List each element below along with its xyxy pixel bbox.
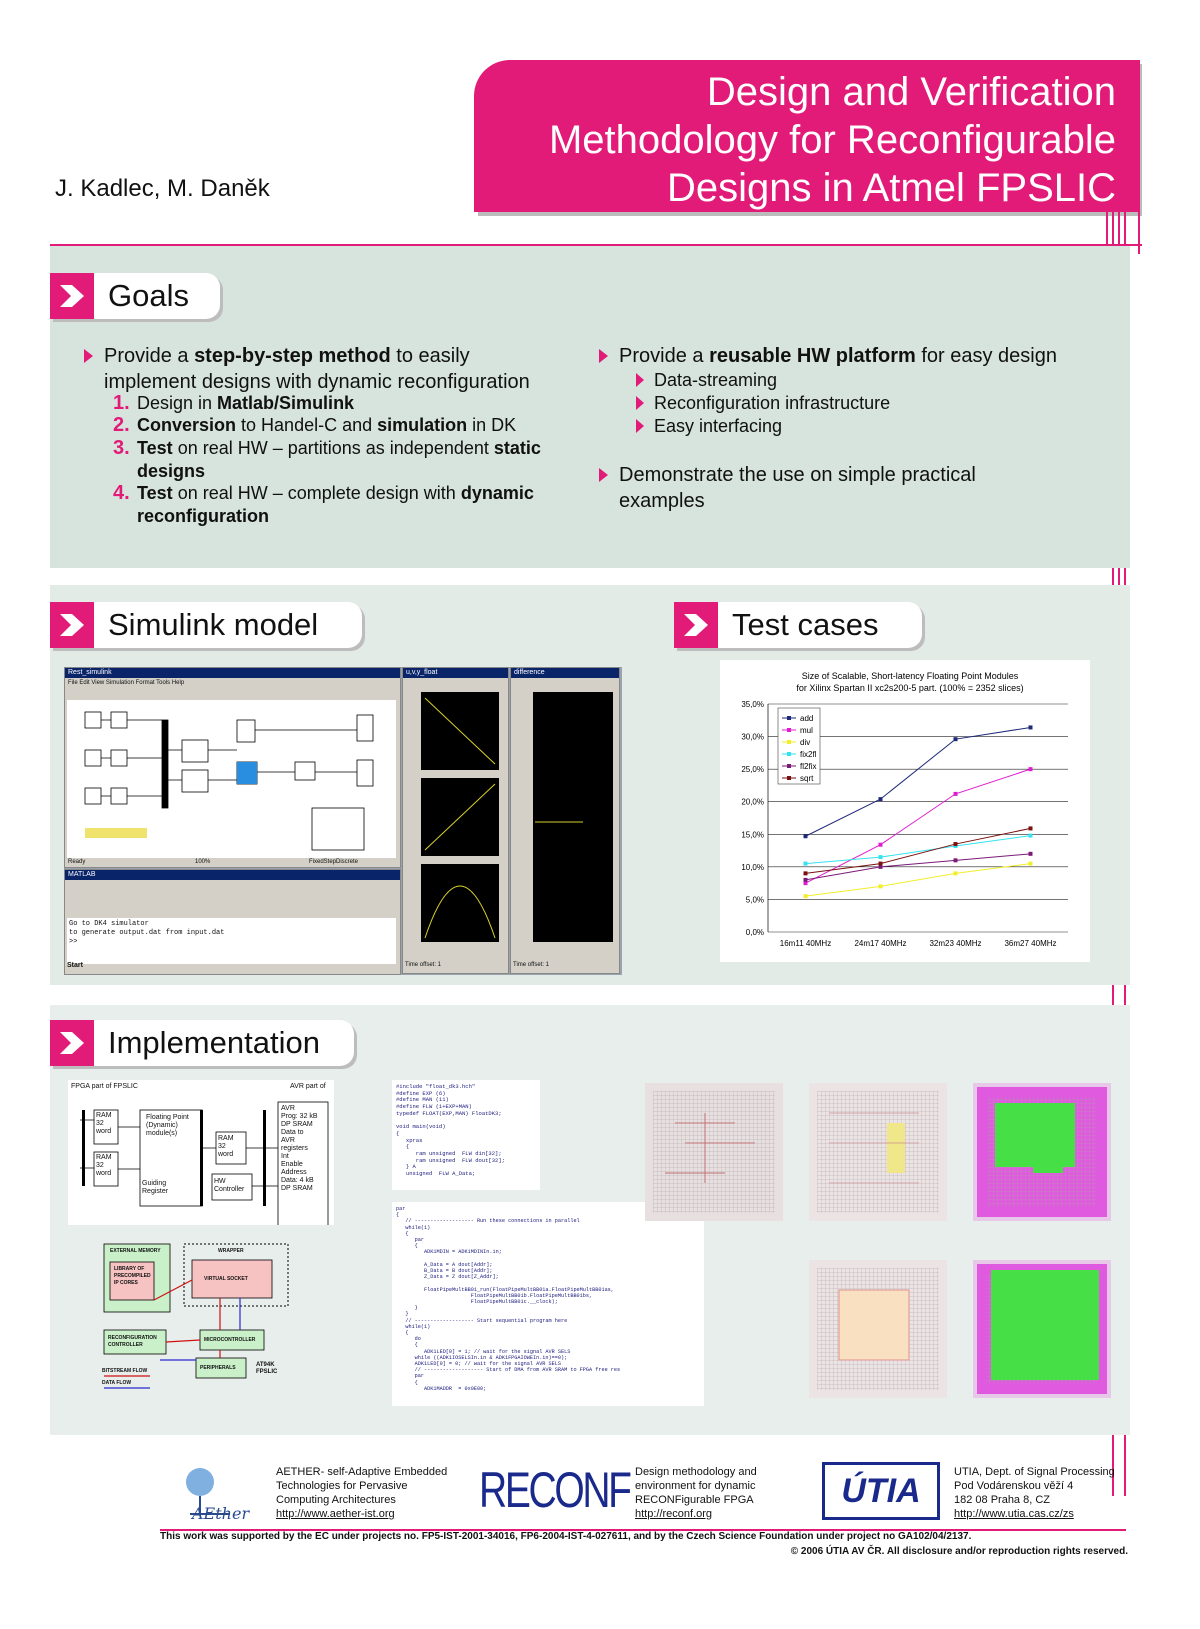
peripherals-label: PERIPHERALS <box>200 1365 236 1371</box>
avr-item: Enable <box>281 1161 303 1168</box>
chart-subtitle: for Xilinx Spartan II xc2s200-5 part. (100% = 2352 slices) <box>796 683 1024 693</box>
floorplan-3 <box>973 1083 1111 1221</box>
code-snippet-1: #include "float_dk3.hch" #define EXP (6) #define MAN (11) #define FLW (1+EXP+MAN) typedef FLOAT(EXP,MAN) FloatDK3; void main(void) { xpras { ram unsigned FLW din[32]; ram unsigned FLW dout[32]; } A unsigned FLW A_Data; <box>392 1080 540 1190</box>
goal-step: 2. Conversion to Handel-C and simulation in DK <box>113 414 517 436</box>
data-point-mul <box>879 843 883 847</box>
code-snippet-2: par { // ------------------- Run these connections in parallel while(1) { par { ADK1MDIN = ADK1MDINIn.in; A_Data = A dout[Addr]; B_Data = B dout[Addr]; Z_Data = Z dout[Z_Addr]; FloatPipeMultBB01_run(FloatPipeMultBB01a.FloatPipeMultBB01as, FloatPipeMultBB01b.FloatPipeMultBB01bs, FloatPipeMultBB01c.__clock); } } // ------------------- Start sequential program here while(1) { do { ADK1LED[0] = 1; // wait for the signal AVR SELS while ((ADK1IOSELSIn.in & ADK1FPGAIOWEIn.in)==0); ADK1LED[0] = 0; // wait for the signal AVR SELS // ------------------- Start of DMA from AVR SRAM to FPGA free res par { ADK1MADDR = 0x0E00; <box>392 1202 704 1406</box>
goals-title: Goals <box>108 278 189 313</box>
data-point-fl2fix <box>804 878 808 882</box>
goals-heading <box>50 273 220 319</box>
implementation-title: Implementation <box>108 1025 320 1060</box>
aether-logo <box>170 1462 262 1526</box>
title-line-2: Methodology for Reconfigurable <box>548 118 1116 162</box>
avr-item: AVR <box>281 1137 295 1144</box>
model-canvas <box>67 700 396 858</box>
legend-marker <box>787 716 791 720</box>
status-zoom: 100% <box>195 859 211 865</box>
time-offset-2: Time offset: 1 <box>513 962 550 968</box>
data-point-add <box>954 737 958 741</box>
avr-item: Data: 4 kB <box>281 1177 314 1184</box>
matlab-console: Go to DK4 simulator to generate output.dat from input.dat >> <box>67 918 396 964</box>
scope-plot-v <box>421 778 499 856</box>
utia-info: UTIA, Dept. of Signal Processing Pod Vodárenskou věží 4 182 08 Praha 8, CZ http://www.utia.cas.cz/zs <box>954 1466 1115 1520</box>
chevron-icon <box>50 1020 94 1066</box>
matlab-title: MATLAB <box>65 870 400 880</box>
hw-controller: HW Controller <box>214 1178 245 1193</box>
data-point-add <box>879 797 883 801</box>
y-tick-label: 0,0% <box>745 928 764 937</box>
avr-item: DP SRAM <box>281 1121 313 1128</box>
fpslic-diagram <box>68 1080 334 1225</box>
series-line-add <box>806 727 1031 836</box>
authors: J. Kadlec, M. Daněk <box>55 175 270 202</box>
reconf-info: Design methodology and environment for dynamic RECONFigurable FPGA http://reconf.org <box>635 1466 757 1520</box>
data-point-sqrt <box>954 842 958 846</box>
goal-step: 1. Design in Matlab/Simulink <box>113 392 355 414</box>
data-point-fl2fix <box>1029 852 1033 856</box>
ram-1: RAM 32 word <box>96 1112 112 1135</box>
scope2-title: difference <box>511 668 619 678</box>
goal-step: 4. Test on real HW – complete design with dynamic reconfiguration <box>113 482 534 526</box>
floorplan-4 <box>809 1260 947 1398</box>
data-point-fix2fl <box>1029 834 1033 838</box>
scope-window-1 <box>402 667 509 974</box>
avr-item: Int <box>281 1153 289 1160</box>
step-number: 2. <box>113 414 130 436</box>
bullet-icon <box>599 468 608 482</box>
chart-svg <box>720 660 1090 962</box>
wrapper-label: WRAPPER <box>218 1248 244 1254</box>
goal-demo: Demonstrate the use on simple practical examples <box>619 462 976 514</box>
legend-label: fl2fix <box>800 762 817 771</box>
reconf-controller-label: RECONFIGURATION CONTROLLER <box>108 1335 157 1348</box>
data-point-sqrt <box>1029 826 1033 830</box>
data-point-fix2fl <box>804 862 808 866</box>
step-number: 1. <box>113 392 130 414</box>
x-tick-label: 16m11 40MHz <box>779 939 832 948</box>
status-ready: Ready <box>68 859 86 865</box>
title-line-3: Designs in Atmel FPSLIC <box>666 166 1116 210</box>
y-tick-label: 5,0% <box>745 895 764 905</box>
title-banner <box>474 60 1138 212</box>
data-point-sqrt <box>879 862 883 866</box>
data-point-fix2fl <box>879 855 883 859</box>
chevron-icon <box>50 602 94 648</box>
model-window-title: Rest_simulink <box>65 668 400 678</box>
legend-marker <box>787 752 791 756</box>
goal-sub-3: Easy interfacing <box>654 415 782 438</box>
data-point-div <box>879 884 883 888</box>
scope-plot-u <box>421 692 499 770</box>
avr-block <box>281 1105 318 1193</box>
goal-sub-1: Data-streaming <box>654 369 777 392</box>
chart-title: Size of Scalable, Short-latency Floating Point Modules <box>801 671 1019 681</box>
status-solver: FixedStepDiscrete <box>309 859 359 865</box>
legend-marker <box>787 728 791 732</box>
legend-label: add <box>800 714 814 723</box>
step-number: 3. <box>113 437 130 459</box>
data-point-sqrt <box>804 871 808 875</box>
reconf-logo: RECONF <box>479 1462 630 1518</box>
model-diagram <box>67 700 396 858</box>
x-tick-label: 36m27 40MHz <box>1004 939 1057 948</box>
virtual-socket-label: VIRTUAL SOCKET <box>204 1276 248 1282</box>
legend-box <box>778 708 820 784</box>
chevron-icon <box>674 602 718 648</box>
utia-logo: ÚTIA <box>822 1462 940 1520</box>
goal-platform: Provide a reusable HW platform for easy design <box>619 343 1057 369</box>
step-number: 4. <box>113 482 130 504</box>
data-point-add <box>804 834 808 838</box>
data-point-fl2fix <box>954 858 958 862</box>
fp-module: Floating Point (Dynamic) module(s) <box>146 1114 189 1137</box>
data-point-div <box>1029 862 1033 866</box>
avr-item: Data to <box>281 1129 304 1136</box>
aether-logo-text: AEther <box>192 1504 250 1523</box>
ram-2: RAM 32 word <box>96 1154 112 1177</box>
x-tick-label: 24m17 40MHz <box>854 939 907 948</box>
reconfig-diagram <box>100 1240 290 1392</box>
start-button[interactable]: Start <box>67 962 83 969</box>
avr-item: registers <box>281 1145 308 1152</box>
scope1-title: u,v,y_float <box>403 668 508 678</box>
legend-label: fix2fl <box>800 750 817 759</box>
simulink-screenshot <box>64 667 622 975</box>
avr-item: DP SRAM <box>281 1185 313 1192</box>
x-tick-label: 32m23 40MHz <box>929 939 982 948</box>
scope-window-2 <box>510 667 620 974</box>
floorplan-2 <box>809 1083 947 1221</box>
series-line-mul <box>806 769 1031 883</box>
bitstream-flow-label: BITSTREAM FLOW <box>102 1368 148 1374</box>
matlab-window <box>64 869 401 975</box>
legend-marker <box>787 740 791 744</box>
title-line-1: Design and Verification <box>706 70 1116 114</box>
library-label: LIBRARY OF PRECOMPILED IP CORES <box>114 1266 151 1286</box>
external-memory-label: EXTERNAL MEMORY <box>110 1248 161 1254</box>
data-point-div <box>954 871 958 875</box>
y-tick-label: 30,0% <box>741 732 764 742</box>
chevron-icon <box>50 273 94 319</box>
legend-marker <box>787 776 791 780</box>
ram-3: RAM 32 word <box>218 1135 234 1158</box>
legend-label: sqrt <box>800 774 814 783</box>
data-point-add <box>1029 725 1033 729</box>
model-window <box>64 667 401 868</box>
tests-title: Test cases <box>732 607 879 642</box>
y-tick-label: 10,0% <box>741 862 764 872</box>
aether-info: AETHER- self-Adaptive Embedded Technologies for Pervasive Computing Architectures http://www.aether-ist.org <box>276 1466 448 1520</box>
scope-plot-diff <box>533 692 613 942</box>
divider-v5 <box>1138 60 1140 254</box>
at94k-label: AT94K FPSLIC <box>256 1362 278 1375</box>
avr-item: AVR <box>281 1105 295 1112</box>
time-offset-1: Time offset: 1 <box>405 962 442 968</box>
data-flow-label: DATA FLOW <box>102 1380 132 1386</box>
simulink-title: Simulink model <box>108 607 319 642</box>
avr-label: AVR part of <box>290 1083 326 1090</box>
copyright: © 2006 ÚTIA AV ČR. All disclosure and/or reproduction rights reserved. <box>790 1546 1128 1557</box>
goal-method: Provide a step-by-step method to easily implement designs with dynamic reconfiguration <box>104 343 530 395</box>
guiding-register: Guiding Register <box>142 1180 169 1195</box>
y-tick-label: 35,0% <box>741 700 764 709</box>
avr-item: Prog: 32 kB <box>281 1113 318 1120</box>
goal-step: 3. Test on real HW – partitions as independent static designs <box>113 437 541 481</box>
support-note: This work was supported by the EC under projects no. FP5-IST-2001-34016, FP6-2004-IST-4-027611, and by the Czech Science Foundation under project no GA102/04/2137. <box>160 1531 972 1542</box>
simulink-heading <box>50 602 362 648</box>
floorplan-5 <box>973 1260 1111 1398</box>
implementation-heading <box>50 1020 354 1066</box>
model-menu: File Edit View Simulation Format Tools Help <box>68 680 185 686</box>
y-tick-label: 20,0% <box>741 797 764 807</box>
data-point-div <box>804 894 808 898</box>
goal-sub-2: Reconfiguration infrastructure <box>654 392 890 415</box>
data-point-mul <box>954 792 958 796</box>
fpga-label: FPGA part of FPSLIC <box>71 1083 138 1090</box>
scope-plot-y <box>421 864 499 942</box>
bullet-icon <box>599 349 608 363</box>
legend-marker <box>787 764 791 768</box>
y-tick-label: 15,0% <box>741 830 764 840</box>
data-point-mul <box>1029 767 1033 771</box>
legend-label: div <box>800 738 811 747</box>
microcontroller-label: MICROCONTROLLER <box>204 1337 256 1343</box>
avr-item: Address <box>281 1169 307 1176</box>
series-line-fix2fl <box>806 836 1031 864</box>
floorplan-1 <box>645 1083 783 1221</box>
legend-label: mul <box>800 726 813 735</box>
size-chart <box>720 660 1090 962</box>
tests-heading <box>674 602 922 648</box>
y-tick-label: 25,0% <box>741 765 764 775</box>
bullet-icon <box>84 349 93 363</box>
